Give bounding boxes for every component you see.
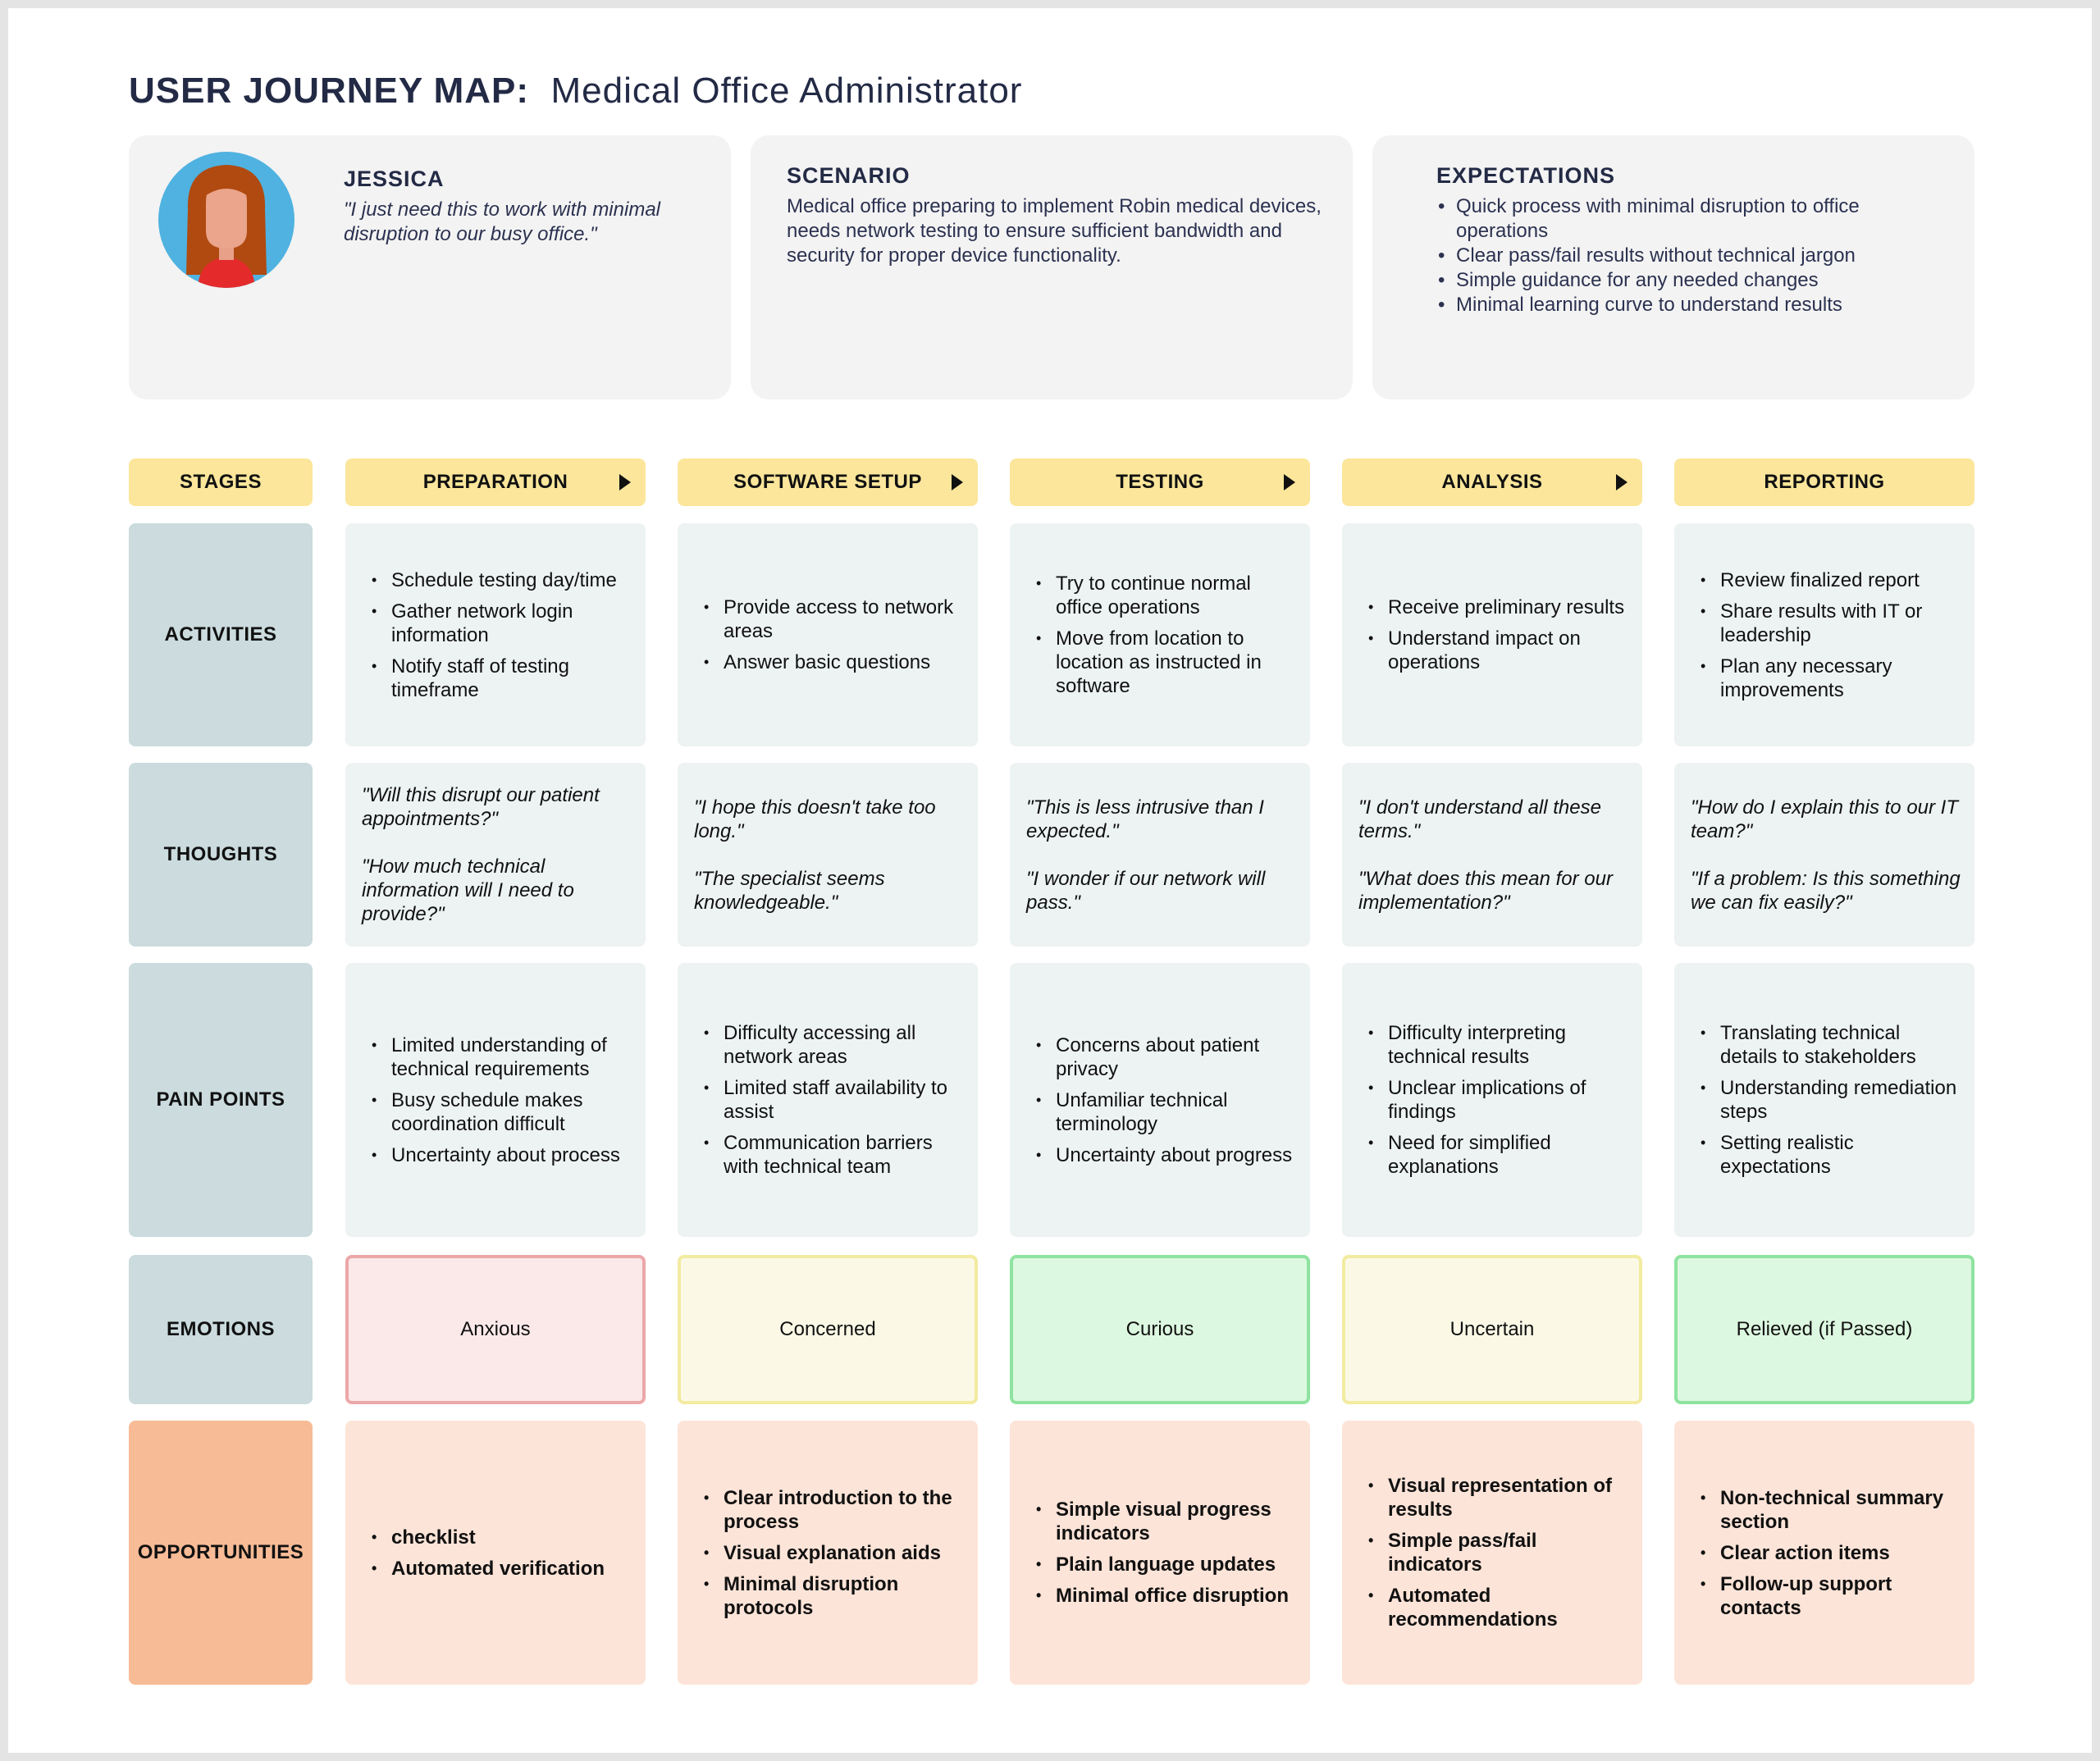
list-item: • Try to continue normal office operations (1028, 572, 1294, 619)
emotion-cell-testing (1010, 1255, 1310, 1404)
list-item: • Non-technical summary section (1692, 1486, 1958, 1534)
list-item: • Communication barriers with technical team (696, 1131, 961, 1179)
row-label-pain-points (129, 963, 313, 1237)
thought-quote: "I don't understand all these terms." (1358, 796, 1601, 842)
stage-header-preparation (345, 458, 646, 506)
opportunities-list (696, 1479, 961, 1627)
emotion-label: Concerned (779, 1318, 876, 1340)
stage-title: SOFTWARE SETUP (733, 471, 922, 493)
emotion-cell-preparation (345, 1255, 646, 1404)
activities-list (1028, 564, 1294, 705)
row-label-text: THOUGHTS (163, 843, 278, 865)
expectations-card (1372, 135, 1974, 399)
list-item: • Understanding remediation steps (1692, 1076, 1958, 1124)
thought-quote: "How much technical information will I need to provide?" (362, 855, 574, 925)
list-item: • Share results with IT or leadership (1692, 600, 1958, 647)
list-item: • Minimal office disruption (1028, 1584, 1294, 1608)
thought-quote: "How do I explain this to our IT team?" (1691, 796, 1959, 842)
pain-points-cell-preparation (345, 963, 646, 1237)
pain-points-list (1692, 1014, 1958, 1186)
list-item: • Receive preliminary results (1360, 595, 1626, 619)
expectation-item: • Clear pass/fail results without technical jargon (1436, 244, 1896, 268)
list-item: • Understand impact on operations (1360, 627, 1626, 674)
expectations-title: EXPECTATIONS (1436, 163, 1616, 188)
persona-card (129, 135, 731, 399)
list-item: • Gather network login information (363, 600, 629, 647)
arrow-right-icon (952, 474, 963, 490)
stage-title: REPORTING (1764, 471, 1885, 493)
opportunities-list (1692, 1479, 1958, 1627)
scenario-title: SCENARIO (787, 163, 911, 188)
opportunities-cell-preparation (345, 1421, 646, 1685)
thoughts-cell-reporting (1674, 763, 1974, 947)
page-title (129, 71, 1022, 112)
stage-title: PREPARATION (422, 471, 568, 493)
thoughts-cell-software-setup (678, 763, 978, 947)
opportunities-list (1028, 1490, 1294, 1615)
list-item: • Move from location to location as instructed in software (1028, 627, 1294, 698)
list-item: • Follow-up support contacts (1692, 1572, 1958, 1620)
pain-points-cell-analysis (1342, 963, 1642, 1237)
list-item: • Need for simplified explanations (1360, 1131, 1626, 1179)
thought-quote: "Will this disrupt our patient appointments?" (362, 784, 600, 830)
stage-header-testing (1010, 458, 1310, 506)
expectations-list (1436, 194, 1896, 317)
persona-name: JESSICA (344, 167, 445, 191)
row-label-emotions (129, 1255, 313, 1404)
thought-quote: "This is less intrusive than I expected." (1026, 796, 1264, 842)
opportunities-list (1360, 1467, 1626, 1639)
thoughts-cell-preparation (345, 763, 646, 947)
arrow-right-icon (1284, 474, 1295, 490)
activities-list (1360, 588, 1626, 682)
list-item: • Schedule testing day/time (363, 568, 629, 592)
stage-title: ANALYSIS (1441, 471, 1543, 493)
pain-points-list (1360, 1014, 1626, 1186)
activities-list (696, 588, 961, 682)
list-item: • Simple visual progress indicators (1028, 1498, 1294, 1545)
list-item: • Automated verification (363, 1557, 629, 1581)
opportunities-cell-analysis (1342, 1421, 1642, 1685)
list-item: • Plain language updates (1028, 1553, 1294, 1576)
list-item: • Concerns about patient privacy (1028, 1033, 1294, 1081)
journey-map-board (8, 8, 2092, 1753)
activities-cell-software-setup (678, 523, 978, 746)
list-item: • Translating technical details to stakeholders (1692, 1021, 1958, 1069)
row-label-text: OPPORTUNITIES (137, 1541, 304, 1563)
list-item: • Limited staff availability to assist (696, 1076, 961, 1124)
list-item: • Visual explanation aids (696, 1541, 961, 1565)
list-item: • Minimal disruption protocols (696, 1572, 961, 1620)
thought-quote: "If a problem: Is this something we can fix easily?" (1691, 867, 1961, 914)
list-item: • Automated recommendations (1360, 1584, 1626, 1631)
row-label-thoughts (129, 763, 313, 947)
list-item: • Unclear implications of findings (1360, 1076, 1626, 1124)
row-label-opportunities (129, 1421, 313, 1685)
emotion-cell-analysis (1342, 1255, 1642, 1404)
stages-label-text: STAGES (180, 471, 262, 493)
pain-points-cell-software-setup (678, 963, 978, 1237)
thought-quote: "What does this mean for our implementation?" (1358, 867, 1613, 914)
list-item: • Provide access to network areas (696, 595, 961, 643)
list-item: • Notify staff of testing timeframe (363, 655, 629, 702)
expectation-item: • Minimal learning curve to understand results (1436, 293, 1896, 317)
stage-header-software-setup (678, 458, 978, 506)
thoughts-cell-testing (1010, 763, 1310, 947)
list-item: • Limited understanding of technical requirements (363, 1033, 629, 1081)
row-label-text: PAIN POINTS (156, 1088, 285, 1111)
title-main: USER JOURNEY MAP: (129, 71, 530, 111)
stage-title: TESTING (1116, 471, 1204, 493)
arrow-right-icon (619, 474, 631, 490)
emotion-label: Relieved (if Passed) (1736, 1318, 1913, 1340)
emotion-label: Anxious (460, 1318, 531, 1340)
list-item: • Setting realistic expectations (1692, 1131, 1958, 1179)
emotion-label: Uncertain (1449, 1318, 1535, 1340)
thought-quote: "I wonder if our network will pass." (1026, 867, 1266, 914)
list-item: • Unfamiliar technical terminology (1028, 1088, 1294, 1136)
stage-header-analysis (1342, 458, 1642, 506)
list-item: • Uncertainty about progress (1028, 1143, 1294, 1167)
list-item: • checklist (363, 1526, 629, 1549)
list-item: • Busy schedule makes coordination difficult (363, 1088, 629, 1136)
scenario-card (751, 135, 1353, 399)
row-label-text: ACTIVITIES (164, 623, 277, 646)
thought-quote: "The specialist seems knowledgeable." (694, 867, 885, 914)
scenario-text: Medical office preparing to implement Robin medical devices, needs network testing to ensure sufficient bandwidth and security for proper device functionality. (787, 195, 1322, 267)
opportunities-list (363, 1518, 629, 1588)
list-item: • Answer basic questions (696, 650, 961, 674)
expectation-item: • Quick process with minimal disruption to office operations (1436, 194, 1896, 244)
list-item: • Plan any necessary improvements (1692, 655, 1958, 702)
opportunities-cell-testing (1010, 1421, 1310, 1685)
list-item: • Clear introduction to the process (696, 1486, 961, 1534)
title-sub: Medical Office Administrator (550, 71, 1023, 111)
pain-points-cell-reporting (1674, 963, 1974, 1237)
opportunities-cell-software-setup (678, 1421, 978, 1685)
list-item: • Clear action items (1692, 1541, 1958, 1565)
stages-label (129, 458, 313, 506)
pain-points-list (1028, 1026, 1294, 1175)
woman-avatar-icon (158, 152, 294, 288)
pain-points-list (363, 1026, 629, 1175)
activities-list (1692, 561, 1958, 709)
activities-list (363, 561, 629, 709)
expectation-item: • Simple guidance for any needed changes (1436, 268, 1896, 293)
list-item: • Difficulty accessing all network areas (696, 1021, 961, 1069)
emotion-cell-software-setup (678, 1255, 978, 1404)
list-item: • Visual representation of results (1360, 1474, 1626, 1521)
pain-points-list (696, 1014, 961, 1186)
pain-points-cell-testing (1010, 963, 1310, 1237)
list-item: • Difficulty interpreting technical results (1360, 1021, 1626, 1069)
persona-quote: "I just need this to work with minimal disruption to our busy office." (344, 198, 660, 245)
activities-cell-testing (1010, 523, 1310, 746)
opportunities-cell-reporting (1674, 1421, 1974, 1685)
activities-cell-analysis (1342, 523, 1642, 746)
list-item: • Review finalized report (1692, 568, 1958, 592)
stage-header-reporting (1674, 458, 1974, 506)
list-item: • Simple pass/fail indicators (1360, 1529, 1626, 1576)
activities-cell-reporting (1674, 523, 1974, 746)
thoughts-cell-analysis (1342, 763, 1642, 947)
row-label-text: EMOTIONS (166, 1318, 275, 1340)
emotion-cell-reporting (1674, 1255, 1974, 1404)
emotion-label: Curious (1125, 1318, 1194, 1340)
row-label-activities (129, 523, 313, 746)
arrow-right-icon (1616, 474, 1628, 490)
list-item: • Uncertainty about process (363, 1143, 629, 1167)
thought-quote: "I hope this doesn't take too long." (694, 796, 936, 842)
activities-cell-preparation (345, 523, 646, 746)
